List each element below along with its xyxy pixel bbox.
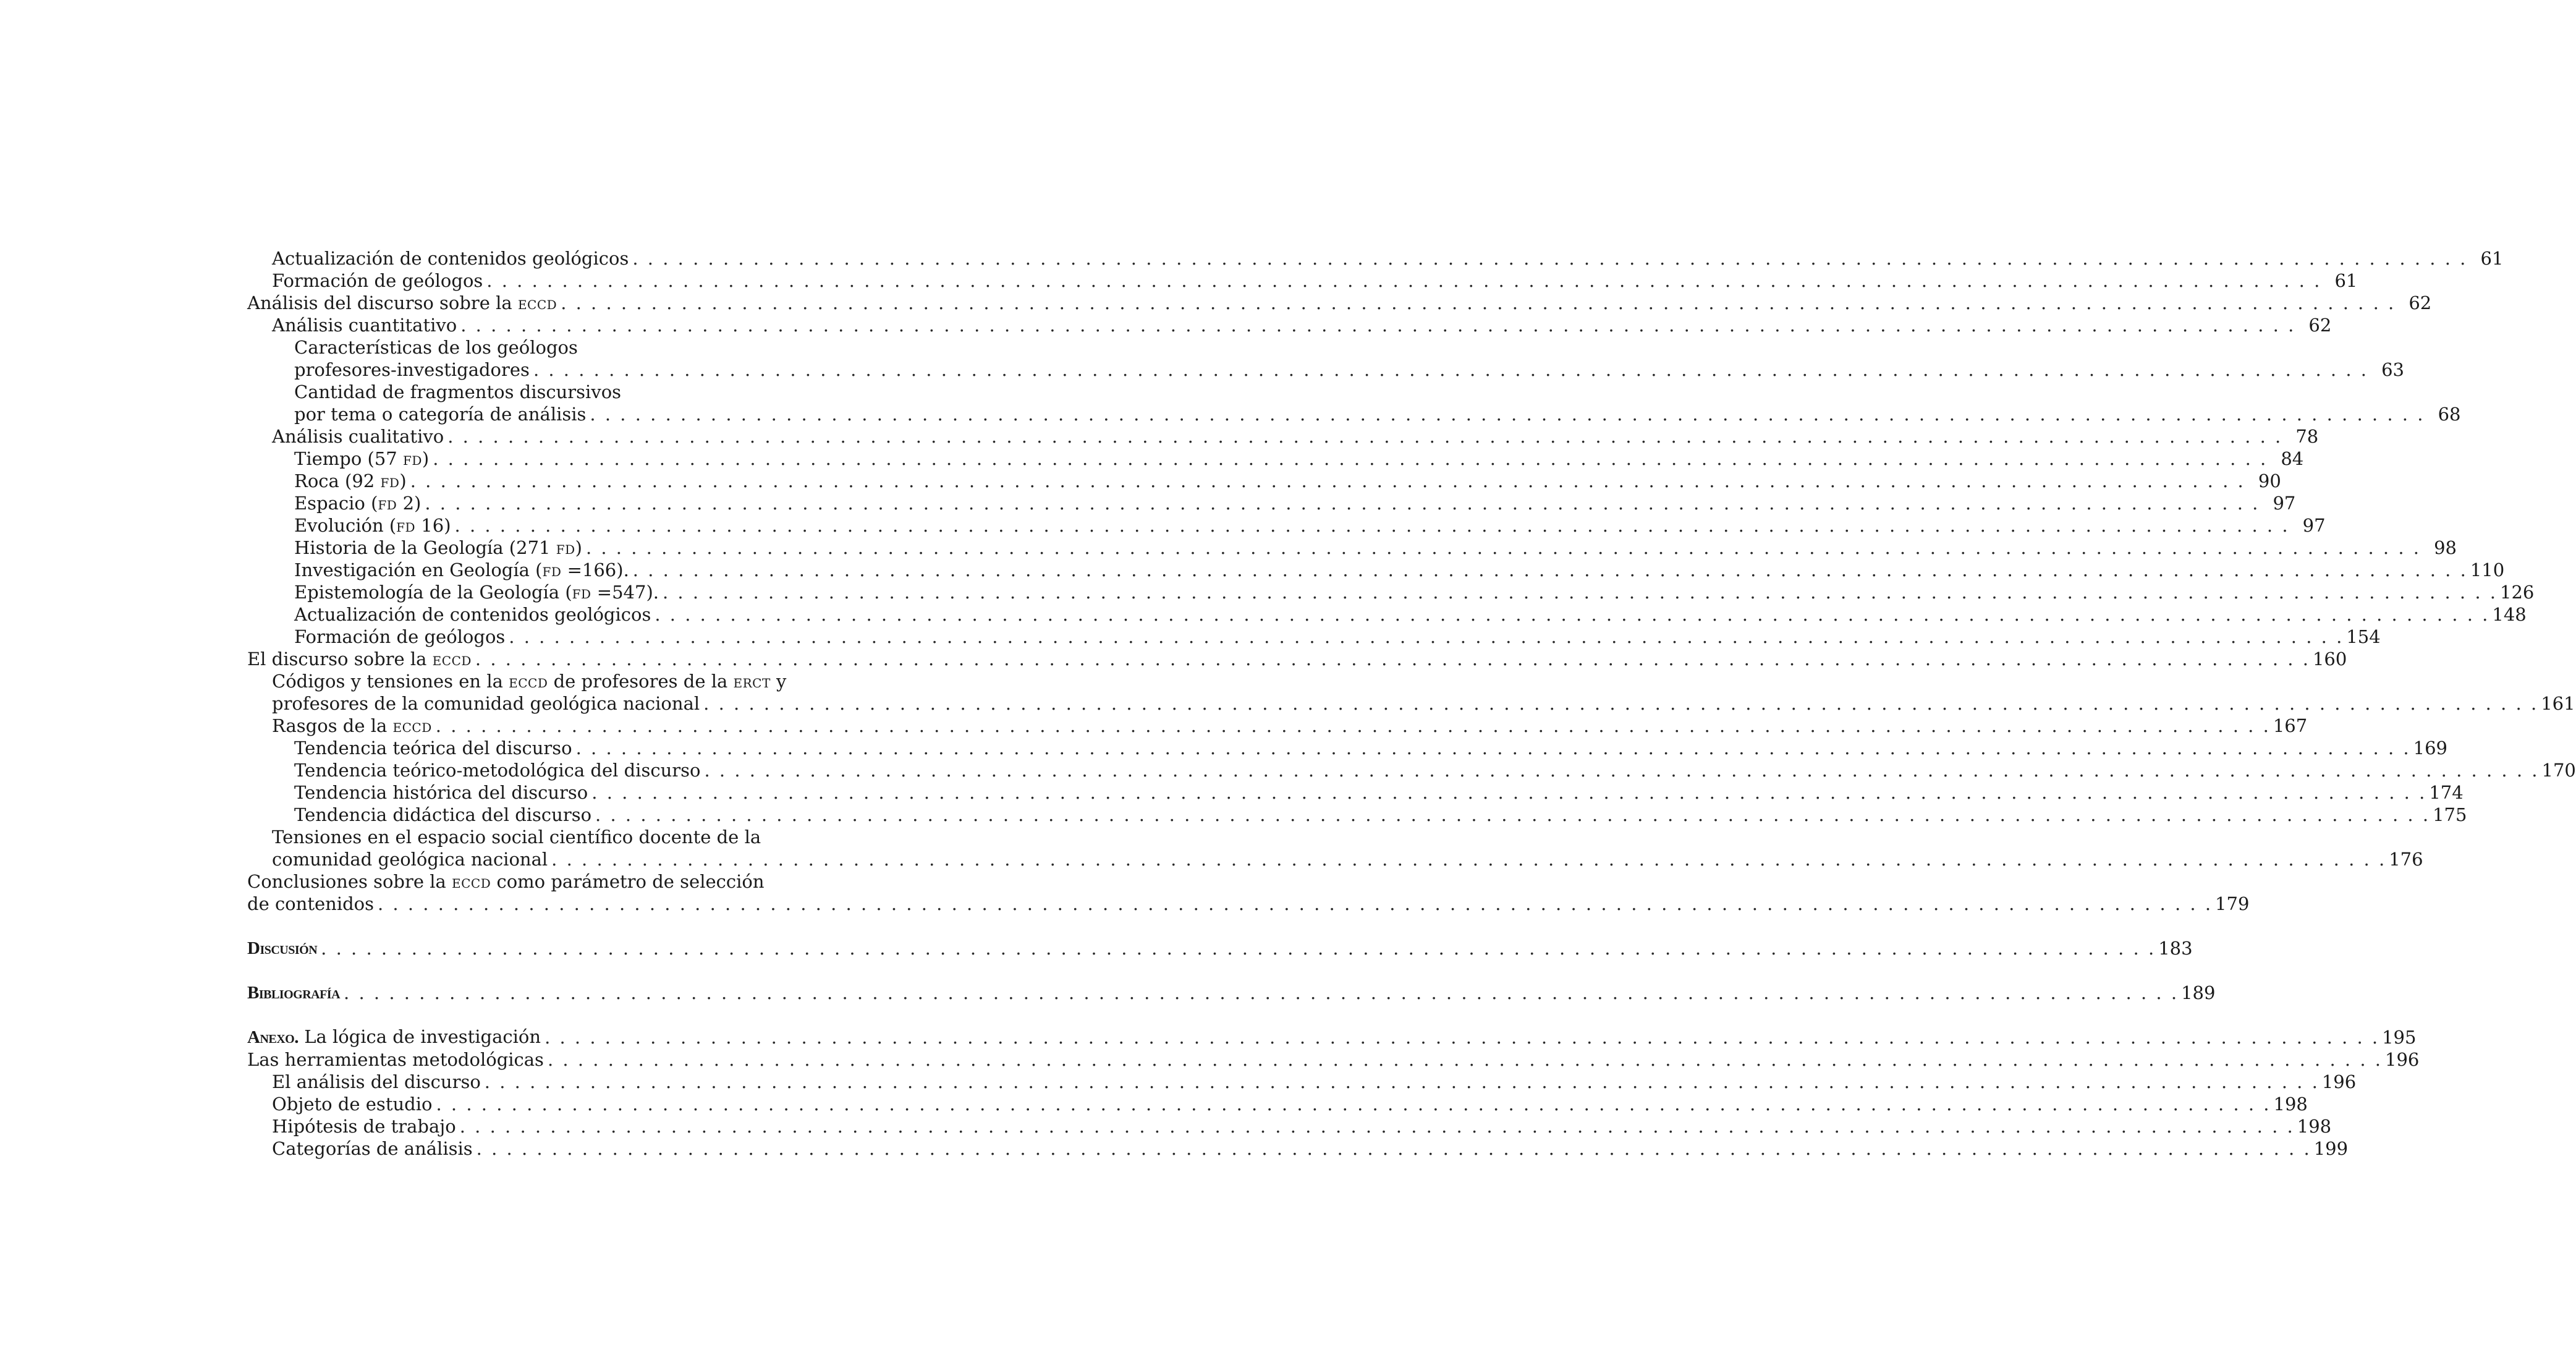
- toc-entry-title: Tendencia teórica del discurso: [294, 737, 572, 759]
- toc-entry-title: profesores-investigadores: [294, 359, 530, 380]
- toc-entry-title-line: Cantidad de fragmentos discursivos: [294, 381, 622, 402]
- toc-leader-dots: . . . . . . . . . . . . . . . . . . . . . . . . . . . . . . . . . . . . . . . . . . . . . . . . . . . . . . . . . . . . . . . . . . . . . . . . . . . . . . . . . . . . . . . . . . . . . . . . . . . . . . . . . . . . . . . . . . . . . . . . . .: [436, 1094, 2271, 1115]
- toc-entry: [247, 1137, 2349, 1160]
- toc-entry: [247, 626, 2381, 648]
- toc-entry: [247, 759, 2576, 781]
- toc-page-number: 62: [2409, 292, 2432, 313]
- toc-page-number: 90: [2258, 470, 2281, 491]
- toc-entry-title-line: Códigos y tensiones en la eccd de profesores de la erct y: [272, 671, 787, 692]
- toc-chapter-title: Discusión: [247, 938, 318, 958]
- toc-entry-title: El discurso sobre la eccd: [247, 648, 472, 669]
- toc-page-number: 78: [2295, 426, 2319, 447]
- toc-leader-dots: . . . . . . . . . . . . . . . . . . . . . . . . . . . . . . . . . . . . . . . . . . . . . . . . . . . . . . . . . . . . . . . . . . . . . . . . . . . . . . . . . . . . . . . . . . . . . . . . . . . . . . . . . . . . . . . . . . . . . . . . . .: [460, 315, 2296, 336]
- toc-leader-dots: . . . . . . . . . . . . . . . . . . . . . . . . . . . . . . . . . . . . . . . . . . . . . . . . . . . . . . . . . . . . . . . . . . . . . . . . . . . . . . . . . . . . . . . . . . . . . . . . . . . . . . . . . . . . . . . . . . . . . . . . . .: [433, 448, 2268, 469]
- toc-entry-title: Análisis del discurso sobre la eccd: [247, 292, 557, 313]
- toc-entry-title-line: Conclusiones sobre la eccd como parámetro de selección: [247, 871, 765, 892]
- toc-leader-dots: . . . . . . . . . . . . . . . . . . . . . . . . . . . . . . . . . . . . . . . . . . . . . . . . . . . . . . . . . . . . . . . . . . . . . . . . . . . . . . . . . . . . . . . . . . . . . . . . . . . . . . . . . . . . . . . . . . . . . . . . . .: [509, 626, 2344, 647]
- acronym: erct: [733, 671, 771, 692]
- toc-entry-title: Análisis cualitativo: [272, 426, 444, 447]
- toc-page-number: 198: [2273, 1094, 2308, 1115]
- toc-page-number: 154: [2346, 626, 2381, 647]
- acronym: eccd: [392, 715, 432, 736]
- toc-page-number: 63: [2381, 359, 2404, 380]
- toc-entry: [247, 893, 2250, 915]
- toc-entry: [247, 648, 2347, 670]
- toc-page-number: 148: [2492, 604, 2527, 625]
- toc-entry-title: comunidad geológica nacional: [272, 849, 548, 870]
- toc-entry: [247, 448, 2304, 470]
- toc-leader-dots: . . . . . . . . . . . . . . . . . . . . . . . . . . . . . . . . . . . . . . . . . . . . . . . . . . . . . . . . . . . . . . . . . . . . . . . . . . . . . . . . . . . . . . . . . . . . . . . . . . . . . . . . . . . . . . . . . . . . . . . . . .: [344, 982, 2179, 1003]
- toc-entry: [247, 470, 2281, 492]
- toc-chapter-title: Anexo. La lógica de investigación: [247, 1026, 541, 1047]
- toc-page-number: 167: [2273, 715, 2308, 736]
- toc-entry: [247, 292, 2432, 314]
- toc-entry: [247, 781, 2464, 804]
- toc-entry-title: Formación de geólogos: [294, 626, 506, 647]
- toc-page-number: 61: [2480, 248, 2504, 269]
- toc-page-number: 199: [2313, 1138, 2349, 1159]
- toc-leader-dots: . . . . . . . . . . . . . . . . . . . . . . . . . . . . . . . . . . . . . . . . . . . . . . . . . . . . . . . . . . . . . . . . . . . . . . . . . . . . . . . . . . . . . . . . . . . . . . . . . . . . . . . . . . . . . . . . . . . . . . . . . .: [703, 693, 2539, 714]
- toc-leader-dots: . . . . . . . . . . . . . . . . . . . . . . . . . . . . . . . . . . . . . . . . . . . . . . . . . . . . . . . . . . . . . . . . . . . . . . . . . . . . . . . . . . . . . . . . . . . . . . . . . . . . . . . . . . . . . . . . . . . . . . . . . .: [662, 582, 2498, 603]
- toc-leader-dots: . . . . . . . . . . . . . . . . . . . . . . . . . . . . . . . . . . . . . . . . . . . . . . . . . . . . . . . . . . . . . . . . . . . . . . . . . . . . . . . . . . . . . . . . . . . . . . . . . . . . . . . . . . . . . . . . . . . . . . . . . .: [547, 1049, 2383, 1070]
- toc-entry-title: Tendencia histórica del discurso: [294, 782, 588, 803]
- toc-entry-chapter: [247, 1026, 2417, 1048]
- toc-entry-title: Investigación en Geología (fd =166).: [294, 559, 629, 580]
- toc-page-number: 98: [2434, 537, 2457, 558]
- toc-entry-title: de contenidos: [247, 893, 374, 914]
- acronym: fd: [542, 559, 562, 580]
- toc-entry-title: Análisis cuantitativo: [272, 315, 457, 336]
- toc-entry: [247, 804, 2467, 826]
- toc-entry-title: Hipótesis de trabajo: [272, 1116, 456, 1137]
- acronym: fd: [402, 448, 422, 469]
- toc-entry-title: Roca (92 fd): [294, 470, 407, 491]
- toc-leader-dots: . . . . . . . . . . . . . . . . . . . . . . . . . . . . . . . . . . . . . . . . . . . . . . . . . . . . . . . . . . . . . . . . . . . . . . . . . . . . . . . . . . . . . . . . . . . . . . . . . . . . . . . . . . . . . . . . . . . . . . . . . .: [585, 537, 2421, 558]
- table-of-contents: [247, 247, 2576, 1160]
- toc-page-number: 62: [2308, 315, 2332, 336]
- toc-leader-dots: . . . . . . . . . . . . . . . . . . . . . . . . . . . . . . . . . . . . . . . . . . . . . . . . . . . . . . . . . . . . . . . . . . . . . . . . . . . . . . . . . . . . . . . . . . . . . . . . . . . . . . . . . . . . . . . . . . . . . . . . . .: [435, 715, 2271, 736]
- toc-entry: [247, 1115, 2332, 1137]
- toc-page-number: 183: [2158, 938, 2193, 959]
- toc-entry: [247, 603, 2527, 626]
- toc-entry-title: profesores de la comunidad geológica nacional: [272, 693, 700, 714]
- toc-entry-title: El análisis del discurso: [272, 1071, 481, 1092]
- toc-page-number: 174: [2429, 782, 2464, 803]
- toc-leader-dots: . . . . . . . . . . . . . . . . . . . . . . . . . . . . . . . . . . . . . . . . . . . . . . . . . . . . . . . . . . . . . . . . . . . . . . . . . . . . . . . . . . . . . . . . . . . . . . . . . . . . . . . . . . . . . . . . . . . . . . . . . .: [484, 1071, 2320, 1092]
- toc-page-number: 97: [2302, 515, 2326, 536]
- toc-entry-chapter: [247, 937, 2193, 959]
- toc-page-number: 84: [2281, 448, 2304, 469]
- toc-entry: [247, 1048, 2420, 1071]
- toc-leader-dots: . . . . . . . . . . . . . . . . . . . . . . . . . . . . . . . . . . . . . . . . . . . . . . . . . . . . . . . . . . . . . . . . . . . . . . . . . . . . . . . . . . . . . . . . . . . . . . . . . . . . . . . . . . . . . . . . . . . . . . . . . .: [476, 1138, 2311, 1159]
- toc-entry: [247, 270, 2358, 292]
- toc-page-number: 195: [2382, 1027, 2417, 1048]
- toc-entry: [247, 848, 2423, 870]
- toc-page-number: 196: [2385, 1049, 2420, 1070]
- acronym: eccd: [509, 671, 548, 692]
- toc-page-number: 179: [2215, 893, 2250, 914]
- toc-entry-title: Actualización de contenidos geológicos: [272, 248, 629, 269]
- toc-entry-title: Epistemología de la Geología (fd =547).: [294, 582, 659, 603]
- toc-page-number: 198: [2297, 1116, 2332, 1137]
- toc-entry: [247, 737, 2447, 759]
- toc-entry-title: Objeto de estudio: [272, 1094, 433, 1115]
- toc-leader-dots: . . . . . . . . . . . . . . . . . . . . . . . . . . . . . . . . . . . . . . . . . . . . . . . . . . . . . . . . . . . . . . . . . . . . . . . . . . . . . . . . . . . . . . . . . . . . . . . . . . . . . . . . . . . . . . . . . . . . . . . . . .: [425, 493, 2260, 514]
- toc-leader-dots: . . . . . . . . . . . . . . . . . . . . . . . . . . . . . . . . . . . . . . . . . . . . . . . . . . . . . . . . . . . . . . . . . . . . . . . . . . . . . . . . . . . . . . . . . . . . . . . . . . . . . . . . . . . . . . . . . . . . . . . . . .: [486, 270, 2322, 291]
- toc-entry-title: Actualización de contenidos geológicos: [294, 604, 651, 625]
- toc-entry-title: por tema o categoría de análisis: [294, 404, 587, 425]
- toc-page-number: 126: [2500, 582, 2535, 603]
- toc-page-number: 68: [2438, 404, 2461, 425]
- acronym: fd: [396, 515, 416, 536]
- toc-entry: [247, 403, 2461, 425]
- toc-leader-dots: . . . . . . . . . . . . . . . . . . . . . . . . . . . . . . . . . . . . . . . . . . . . . . . . . . . . . . . . . . . . . . . . . . . . . . . . . . . . . . . . . . . . . . . . . . . . . . . . . . . . . . . . . . . . . . . . . . . . . . . . . .: [590, 404, 2425, 425]
- toc-leader-dots: . . . . . . . . . . . . . . . . . . . . . . . . . . . . . . . . . . . . . . . . . . . . . . . . . . . . . . . . . . . . . . . . . . . . . . . . . . . . . . . . . . . . . . . . . . . . . . . . . . . . . . . . . . . . . . . . . . . . . . . . . .: [447, 426, 2283, 447]
- toc-chapter-title: Bibliografía: [247, 983, 341, 1003]
- toc-page-number: 170: [2541, 760, 2576, 781]
- toc-entry-title: Rasgos de la eccd: [272, 715, 432, 736]
- acronym: fd: [378, 493, 397, 514]
- toc-entry-title-line: Tensiones en el espacio social científico docente de la: [272, 827, 761, 848]
- toc-page-number: 196: [2321, 1071, 2357, 1092]
- toc-leader-dots: . . . . . . . . . . . . . . . . . . . . . . . . . . . . . . . . . . . . . . . . . . . . . . . . . . . . . . . . . . . . . . . . . . . . . . . . . . . . . . . . . . . . . . . . . . . . . . . . . . . . . . . . . . . . . . . . . . . . . . . . . .: [551, 849, 2387, 870]
- toc-page-number: 176: [2389, 849, 2423, 870]
- toc-page-number: 97: [2273, 493, 2296, 514]
- toc-entry-title: Tendencia teórico-metodológica del discurso: [294, 760, 701, 781]
- toc-entry-title: Tiempo (57 fd): [294, 448, 430, 469]
- toc-leader-dots: . . . . . . . . . . . . . . . . . . . . . . . . . . . . . . . . . . . . . . . . . . . . . . . . . . . . . . . . . . . . . . . . . . . . . . . . . . . . . . . . . . . . . . . . . . . . . . . . . . . . . . . . . . . . . . . . . . . . . . . . . .: [533, 359, 2368, 380]
- toc-entry: [247, 514, 2326, 537]
- toc-leader-dots: . . . . . . . . . . . . . . . . . . . . . . . . . . . . . . . . . . . . . . . . . . . . . . . . . . . . . . . . . . . . . . . . . . . . . . . . . . . . . . . . . . . . . . . . . . . . . . . . . . . . . . . . . . . . . . . . . . . . . . . . . .: [591, 782, 2427, 803]
- toc-leader-dots: . . . . . . . . . . . . . . . . . . . . . . . . . . . . . . . . . . . . . . . . . . . . . . . . . . . . . . . . . . . . . . . . . . . . . . . . . . . . . . . . . . . . . . . . . . . . . . . . . . . . . . . . . . . . . . . . . . . . . . . . . .: [378, 893, 2213, 914]
- acronym: fd: [380, 470, 400, 491]
- toc-entry-title: Categorías de análisis: [272, 1138, 473, 1159]
- toc-entry: [247, 247, 2504, 270]
- toc-leader-dots: . . . . . . . . . . . . . . . . . . . . . . . . . . . . . . . . . . . . . . . . . . . . . . . . . . . . . . . . . . . . . . . . . . . . . . . . . . . . . . . . . . . . . . . . . . . . . . . . . . . . . . . . . . . . . . . . . . . . . . . . . .: [544, 1027, 2380, 1048]
- toc-entry: [247, 492, 2296, 514]
- toc-entry: [247, 559, 2505, 581]
- toc-page-number: 169: [2413, 737, 2447, 759]
- toc-entry-title: Formación de geólogos: [272, 270, 483, 291]
- toc-entry-title-line: Características de los geólogos: [294, 337, 578, 358]
- toc-entry: [247, 692, 2575, 715]
- toc-entry: [247, 359, 2404, 381]
- toc-entry-title: Historia de la Geología (271 fd): [294, 537, 582, 558]
- toc-leader-dots: . . . . . . . . . . . . . . . . . . . . . . . . . . . . . . . . . . . . . . . . . . . . . . . . . . . . . . . . . . . . . . . . . . . . . . . . . . . . . . . . . . . . . . . . . . . . . . . . . . . . . . . . . . . . . . . . . . . . . . . . . .: [410, 470, 2245, 491]
- toc-entry-title: Las herramientas metodológicas: [247, 1049, 544, 1070]
- toc-entry: [247, 1093, 2308, 1115]
- toc-leader-dots: . . . . . . . . . . . . . . . . . . . . . . . . . . . . . . . . . . . . . . . . . . . . . . . . . . . . . . . . . . . . . . . . . . . . . . . . . . . . . . . . . . . . . . . . . . . . . . . . . . . . . . . . . . . . . . . . . . . . . . . . . .: [575, 737, 2411, 759]
- toc-leader-dots: . . . . . . . . . . . . . . . . . . . . . . . . . . . . . . . . . . . . . . . . . . . . . . . . . . . . . . . . . . . . . . . . . . . . . . . . . . . . . . . . . . . . . . . . . . . . . . . . . . . . . . . . . . . . . . . . . . . . . . . . . .: [454, 515, 2290, 536]
- toc-entry-chapter: [247, 982, 2216, 1004]
- toc-leader-dots: . . . . . . . . . . . . . . . . . . . . . . . . . . . . . . . . . . . . . . . . . . . . . . . . . . . . . . . . . . . . . . . . . . . . . . . . . . . . . . . . . . . . . . . . . . . . . . . . . . . . . . . . . . . . . . . . . . . . . . . . . .: [561, 292, 2396, 313]
- acronym: eccd: [432, 648, 472, 669]
- acronym: fd: [572, 582, 591, 603]
- toc-leader-dots: . . . . . . . . . . . . . . . . . . . . . . . . . . . . . . . . . . . . . . . . . . . . . . . . . . . . . . . . . . . . . . . . . . . . . . . . . . . . . . . . . . . . . . . . . . . . . . . . . . . . . . . . . . . . . . . . . . . . . . . . . .: [632, 559, 2468, 580]
- toc-page-number: 161: [2541, 693, 2575, 714]
- toc-entry-title: Evolución (fd 16): [294, 515, 451, 536]
- acronym: eccd: [517, 292, 557, 313]
- toc-leader-dots: . . . . . . . . . . . . . . . . . . . . . . . . . . . . . . . . . . . . . . . . . . . . . . . . . . . . . . . . . . . . . . . . . . . . . . . . . . . . . . . . . . . . . . . . . . . . . . . . . . . . . . . . . . . . . . . . . . . . . . . . . .: [321, 938, 2156, 959]
- toc-entry: [247, 715, 2308, 737]
- toc-entry: [247, 581, 2535, 603]
- toc-leader-dots: . . . . . . . . . . . . . . . . . . . . . . . . . . . . . . . . . . . . . . . . . . . . . . . . . . . . . . . . . . . . . . . . . . . . . . . . . . . . . . . . . . . . . . . . . . . . . . . . . . . . . . . . . . . . . . . . . . . . . . . . . .: [595, 804, 2431, 825]
- toc-leader-dots: . . . . . . . . . . . . . . . . . . . . . . . . . . . . . . . . . . . . . . . . . . . . . . . . . . . . . . . . . . . . . . . . . . . . . . . . . . . . . . . . . . . . . . . . . . . . . . . . . . . . . . . . . . . . . . . . . . . . . . . . . .: [655, 604, 2490, 625]
- acronym: fd: [556, 537, 575, 558]
- toc-leader-dots: . . . . . . . . . . . . . . . . . . . . . . . . . . . . . . . . . . . . . . . . . . . . . . . . . . . . . . . . . . . . . . . . . . . . . . . . . . . . . . . . . . . . . . . . . . . . . . . . . . . . . . . . . . . . . . . . . . . . . . . . . .: [632, 248, 2468, 269]
- toc-page-number: 160: [2312, 648, 2347, 669]
- toc-leader-dots: . . . . . . . . . . . . . . . . . . . . . . . . . . . . . . . . . . . . . . . . . . . . . . . . . . . . . . . . . . . . . . . . . . . . . . . . . . . . . . . . . . . . . . . . . . . . . . . . . . . . . . . . . . . . . . . . . . . . . . . . . .: [459, 1116, 2295, 1137]
- toc-entry: [247, 537, 2457, 559]
- toc-leader-dots: . . . . . . . . . . . . . . . . . . . . . . . . . . . . . . . . . . . . . . . . . . . . . . . . . . . . . . . . . . . . . . . . . . . . . . . . . . . . . . . . . . . . . . . . . . . . . . . . . . . . . . . . . . . . . . . . . . . . . . . . . .: [704, 760, 2540, 781]
- toc-page-number: 61: [2334, 270, 2358, 291]
- toc-page-number: 175: [2433, 804, 2467, 825]
- toc-entry: [247, 425, 2319, 448]
- toc-page-number: 110: [2470, 559, 2505, 580]
- toc-entry-title: Tendencia didáctica del discurso: [294, 804, 592, 825]
- toc-entry: [247, 1071, 2357, 1093]
- toc-entry: [247, 314, 2332, 336]
- acronym: eccd: [452, 871, 491, 892]
- toc-page-number: 189: [2181, 982, 2216, 1003]
- toc-leader-dots: . . . . . . . . . . . . . . . . . . . . . . . . . . . . . . . . . . . . . . . . . . . . . . . . . . . . . . . . . . . . . . . . . . . . . . . . . . . . . . . . . . . . . . . . . . . . . . . . . . . . . . . . . . . . . . . . . . . . . . . . . .: [475, 648, 2310, 669]
- toc-entry-title: Espacio (fd 2): [294, 493, 422, 514]
